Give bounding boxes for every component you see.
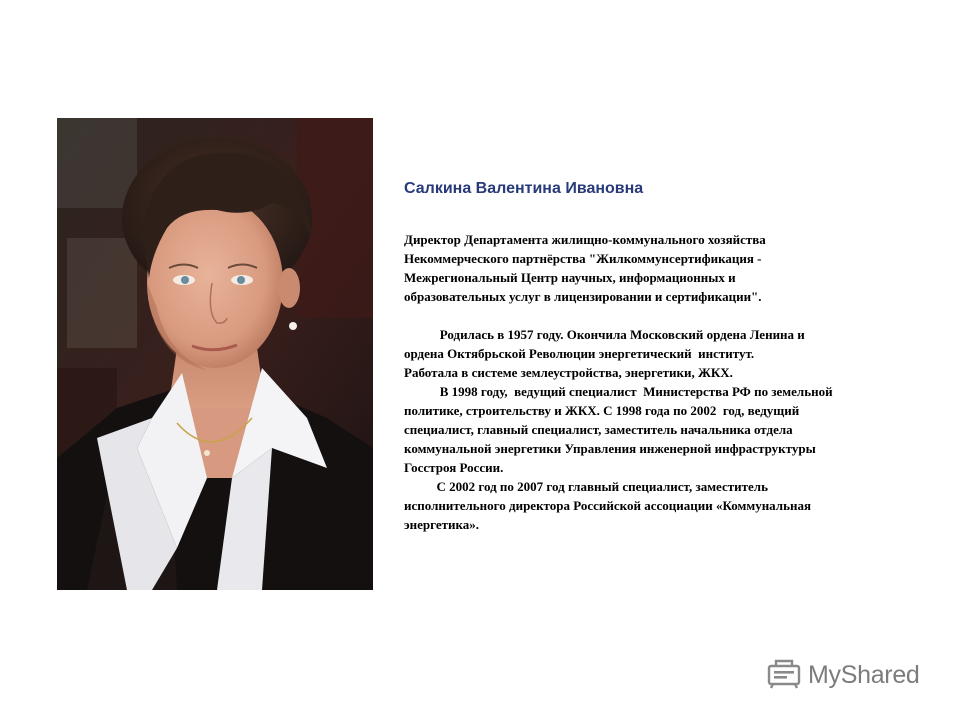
bio-line: ордена Октябрьской Революции энергетический институт. [404, 346, 755, 361]
myshared-logo-icon [766, 657, 802, 694]
bio-line: политике, строительству и ЖКХ. С 1998 года по 2002 год, ведущий [404, 403, 800, 418]
bio-line: Некоммерческого партнёрства "Жилкоммунсертификация - [404, 251, 762, 266]
biography-text [404, 230, 940, 534]
bio-line: коммунальной энергетики Управления инженерной инфраструктуры [404, 441, 816, 456]
bio-line: Работала в системе землеустройства, энергетики, ЖКХ. [404, 365, 733, 380]
bio-line: Межрегиональный Центр научных, информационных и [404, 270, 736, 285]
bio-line: специалист, главный специалист, заместитель начальника отдела [404, 422, 793, 437]
bio-line: Госстроя России. [404, 460, 504, 475]
bio-line [404, 306, 940, 325]
myshared-watermark [766, 656, 920, 694]
bio-line: энергетика». [404, 517, 480, 532]
bio-line: образовательных услуг в лицензировании и сертификации". [404, 289, 762, 304]
bio-line: Директор Департамента жилищно-коммунального хозяйства [404, 232, 766, 247]
bio-line: В 1998 году, ведущий специалист Министерства РФ по земельной [404, 384, 833, 399]
portrait-photo [57, 118, 373, 590]
bio-line: Родилась в 1957 году. Окончила Московский ордена Ленина и [404, 327, 805, 342]
bio-line: исполнительного директора Российской ассоциации «Коммунальная [404, 498, 811, 513]
person-name: Салкина Валентина Ивановна [404, 180, 644, 197]
bio-line: С 2002 год по 2007 год главный специалист, заместитель [404, 479, 768, 494]
watermark-text: MyShared [808, 660, 920, 689]
